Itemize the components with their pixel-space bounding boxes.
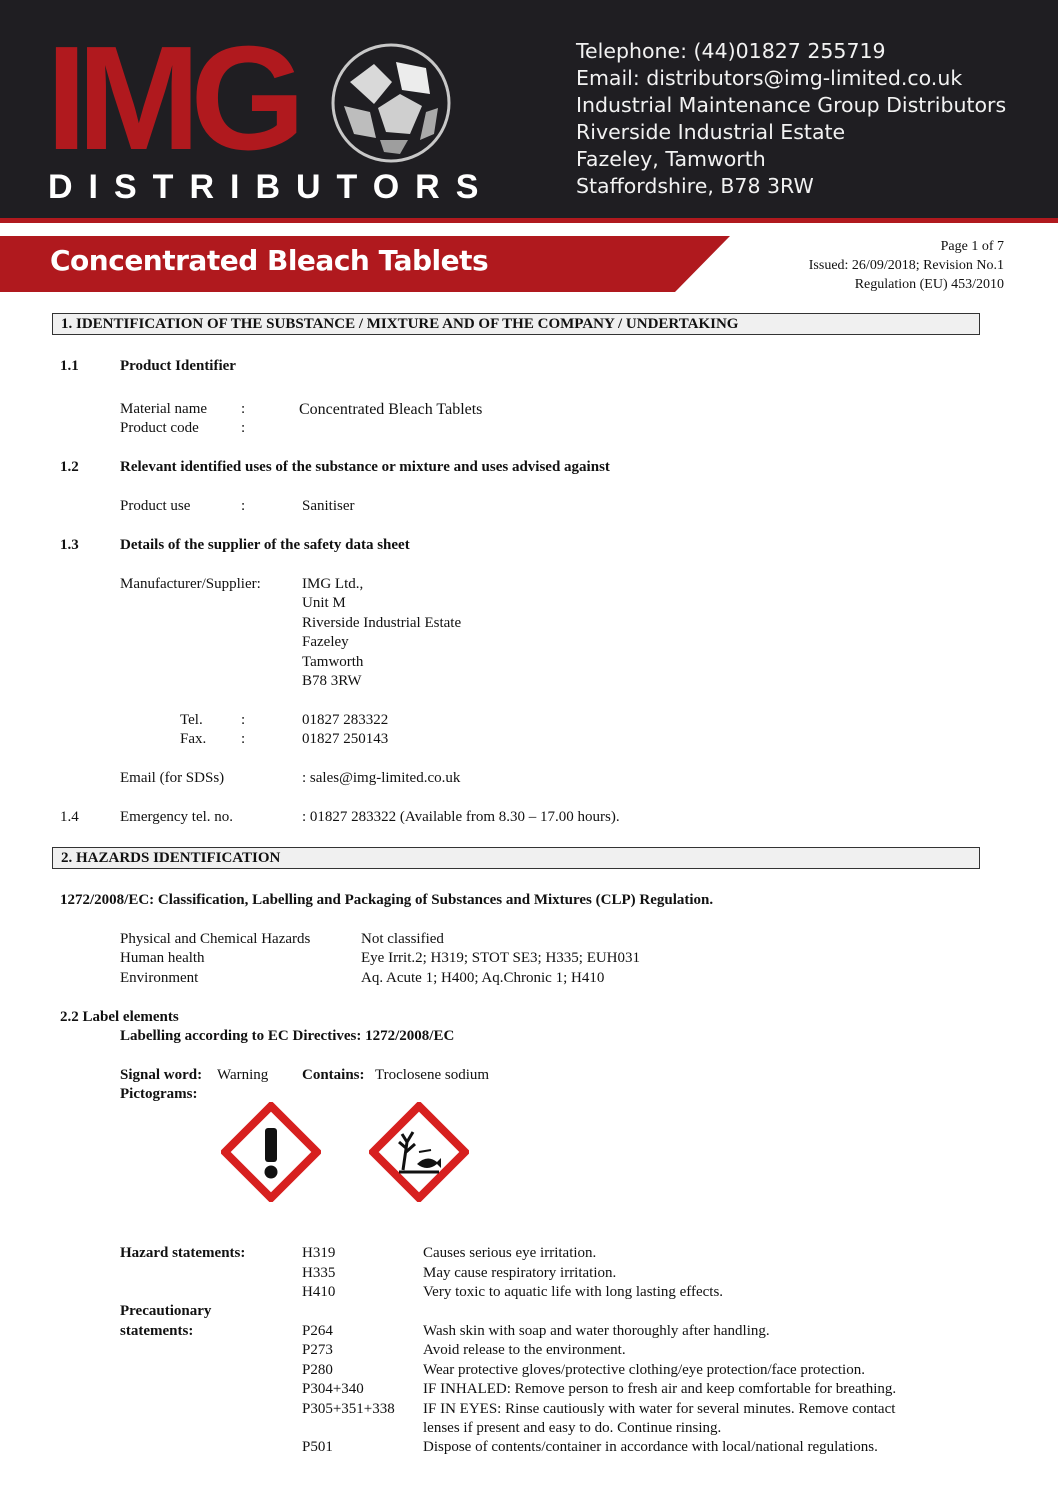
field-label: Material name: [120, 401, 208, 417]
field-colon: :: [241, 731, 246, 747]
supplier-line: Unit M: [302, 595, 346, 611]
signal-word-label: Signal word:: [120, 1067, 203, 1083]
hazard-code: H319: [302, 1245, 336, 1261]
precaution-text: Avoid release to the environment.: [423, 1342, 626, 1358]
classification-label: Human health: [120, 950, 205, 966]
precautionary-label: Precautionary: [120, 1303, 212, 1319]
exclamation-mark-icon: [221, 1102, 321, 1202]
labelling-title: Labelling according to EC Directives: 1272/2008/EC: [120, 1028, 455, 1044]
field-label: Tel.: [180, 712, 203, 728]
header-accent-line: [0, 218, 1058, 223]
product-use-value: Sanitiser: [302, 498, 355, 514]
precaution-code: P304+340: [302, 1381, 364, 1397]
precaution-code: P501: [302, 1439, 333, 1455]
precaution-text: Wear protective gloves/protective clothing/eye protection/face protection.: [423, 1362, 865, 1378]
page-info: [809, 237, 1004, 294]
field-label: Manufacturer/Supplier:: [120, 576, 261, 592]
regulation-ref: Regulation (EU) 453/2010: [854, 277, 1004, 292]
field-colon: :: [241, 712, 246, 728]
hazard-statements-label: Hazard statements:: [120, 1245, 246, 1261]
hazard-text: Very toxic to aquatic life with long lasting effects.: [423, 1284, 724, 1300]
contains-value: Troclosene sodium: [375, 1067, 490, 1083]
issue-date: Issued: 26/09/2018; Revision No.1: [808, 258, 1004, 273]
precaution-code: P280: [302, 1362, 333, 1378]
precaution-code: P264: [302, 1323, 333, 1339]
field-colon: :: [241, 420, 246, 436]
contact-block: [576, 38, 1006, 200]
contact-telephone: Telephone: (44)01827 255719: [576, 39, 886, 63]
section-1-heading: 1. IDENTIFICATION OF THE SUBSTANCE / MIXTURE AND OF THE COMPANY / UNDERTAKING: [52, 313, 980, 335]
precaution-code: P273: [302, 1342, 333, 1358]
regulation-title: 1272/2008/EC: Classification, Labelling and Packaging of Substances and Mixtures (CLP) Regulation.: [60, 892, 714, 908]
classification-value: Not classified: [361, 931, 444, 947]
telephone-value: 01827 283322: [302, 712, 389, 728]
field-colon: :: [241, 401, 246, 417]
supplier-line: B78 3RW: [302, 673, 362, 689]
classification-value: Eye Irrit.2; H319; STOT SE3; H335; EUH031: [361, 950, 641, 966]
subsection-number: 1.4: [60, 809, 79, 825]
subsection-number: 1.2: [60, 459, 79, 475]
classification-value: Aq. Acute 1; H400; Aq.Chronic 1; H410: [361, 970, 605, 986]
contact-email: Email: distributors@img-limited.co.uk: [576, 66, 963, 90]
label-elements-title: 2.2 Label elements: [60, 1009, 179, 1025]
hazard-code: H335: [302, 1265, 336, 1281]
hazard-text: May cause respiratory irritation.: [423, 1265, 617, 1281]
logo-wordmark: IMG: [46, 16, 296, 181]
contains-label: Contains:: [302, 1067, 365, 1083]
supplier-line: IMG Ltd.,: [302, 576, 364, 592]
subsection-title: Details of the supplier of the safety data sheet: [120, 537, 410, 553]
field-label: Emergency tel. no.: [120, 809, 234, 825]
email-value: : sales@img-limited.co.uk: [302, 770, 461, 786]
supplier-line: Fazeley: [302, 634, 349, 650]
hazard-text: Causes serious eye irritation.: [423, 1245, 597, 1261]
precaution-code: P305+351+338: [302, 1401, 395, 1417]
field-label: Fax.: [180, 731, 207, 747]
contact-estate: Riverside Industrial Estate: [576, 120, 846, 144]
field-label: Product code: [120, 420, 199, 436]
contact-town: Fazeley, Tamworth: [576, 147, 766, 171]
subsection-number: 1.1: [60, 358, 79, 374]
environment-hazard-icon: [369, 1102, 469, 1202]
precaution-text: lenses if present and easy to do. Continue rinsing.: [423, 1420, 722, 1436]
classification-label: Environment: [120, 970, 199, 986]
supplier-line: Tamworth: [302, 654, 364, 670]
pictograms-label: Pictograms:: [120, 1086, 198, 1102]
fax-value: 01827 250143: [302, 731, 389, 747]
contact-company: Industrial Maintenance Group Distributors: [576, 93, 1007, 117]
precaution-text: Dispose of contents/container in accordance with local/national regulations.: [423, 1439, 878, 1455]
field-label: Product use: [120, 498, 191, 514]
precaution-text: IF INHALED: Remove person to fresh air and keep comfortable for breathing.: [423, 1381, 897, 1397]
logo-subtitle: DISTRIBUTORS: [48, 168, 495, 206]
subsection-title: Relevant identified uses of the substance or mixture and uses advised against: [120, 459, 610, 475]
logo-ball-icon: [330, 42, 452, 164]
precautionary-label: statements:: [120, 1323, 194, 1339]
emergency-value: : 01827 283322 (Available from 8.30 – 17.00 hours).: [302, 809, 620, 825]
precaution-text: IF IN EYES: Rinse cautiously with water for several minutes. Remove contact: [423, 1401, 896, 1417]
classification-label: Physical and Chemical Hazards: [120, 931, 311, 947]
subsection-title: Product Identifier: [120, 358, 236, 374]
document-title: Concentrated Bleach Tablets: [50, 244, 489, 277]
hazard-code: H410: [302, 1284, 336, 1300]
field-label: Email (for SDSs): [120, 770, 225, 786]
precaution-text: Wash skin with soap and water thoroughly after handling.: [423, 1323, 770, 1339]
material-name-value: Concentrated Bleach Tablets: [299, 401, 483, 418]
subsection-number: 1.3: [60, 537, 79, 553]
signal-word-value: Warning: [217, 1067, 269, 1083]
supplier-line: Riverside Industrial Estate: [302, 615, 462, 631]
page-number: Page 1 of 7: [940, 239, 1004, 254]
contact-county: Staffordshire, B78 3RW: [576, 174, 814, 198]
field-colon: :: [241, 498, 246, 514]
section-2-heading: 2. HAZARDS IDENTIFICATION: [52, 847, 980, 869]
